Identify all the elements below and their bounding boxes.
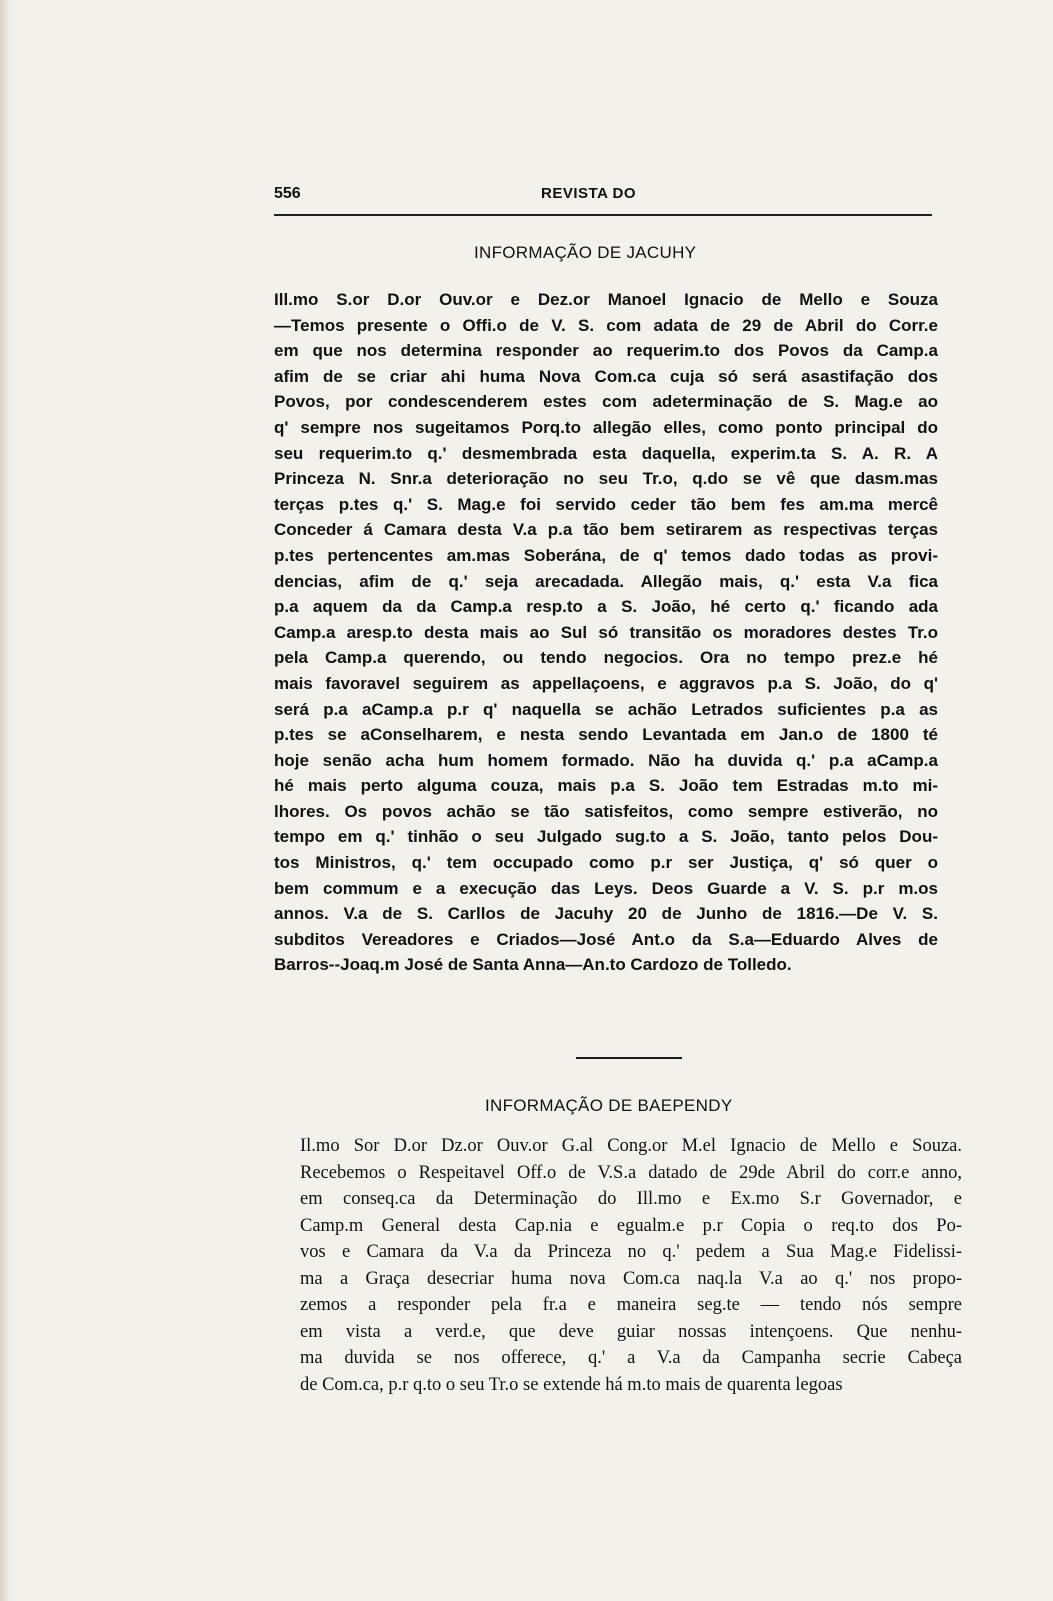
running-head bbox=[274, 185, 934, 209]
text-line: p.tes se aConselharem, e nesta sendo Levantada em Jan.o de 1800 té bbox=[274, 725, 938, 745]
scan-shadow-edge bbox=[0, 0, 14, 1601]
text-line: Camp.m General desta Cap.nia e egualm.e p.r Copia o req.to dos Po- bbox=[300, 1215, 962, 1236]
section-divider bbox=[576, 1057, 682, 1059]
text-line: pela Camp.a querendo, ou tendo negocios. Ora no tempo prez.e hé bbox=[274, 648, 938, 668]
text-line: —Temos presente o Offi.o de V. S. com adata de 29 de Abril do Corr.e bbox=[274, 315, 938, 335]
text-line: de Com.ca, p.r q.to o seu Tr.o se extende há m.to mais de quarenta legoas bbox=[300, 1374, 843, 1395]
text-line: terças p.tes q.' S. Mag.e foi servido ceder tão bem fes am.ma mercê bbox=[274, 494, 938, 514]
text-line: hé mais perto alguma couza, mais p.a S. João tem Estradas m.to mi- bbox=[274, 776, 938, 796]
text-line: p.tes pertencentes am.mas Soberána, de q' temos dado todas as provi- bbox=[274, 545, 938, 565]
text-line: em que nos determina responder ao requerim.to dos Povos da Camp.a bbox=[274, 341, 938, 361]
section-title-baependy: INFORMAÇÃO DE BAEPENDY bbox=[485, 1096, 733, 1115]
section-body-jacuhy bbox=[274, 287, 938, 978]
text-line: q' sempre nos sugeitamos Porq.to allegão elles, como ponto principal do bbox=[274, 417, 938, 437]
text-line: em vista a verd.e, que deve guiar nossas intençoens. Que nenhu- bbox=[300, 1321, 962, 1342]
text-line: Il.mo Sor D.or Dz.or Ouv.or G.al Cong.or M.el Ignacio de Mello e Souza. bbox=[300, 1136, 962, 1156]
text-line: Ill.mo S.or D.or Ouv.or e Dez.or Manoel Ignacio de Mello e Souza bbox=[274, 290, 938, 309]
text-line: em conseq.ca da Determinação do Ill.mo e Ex.mo S.r Governador, e bbox=[300, 1189, 962, 1209]
text-line: Princeza N. Snr.a deterioração no seu Tr.o, q.do se vê que dasm.mas bbox=[274, 469, 938, 489]
text-line: lhores. Os povos achão se tão satisfeitos, como sempre estiverão, no bbox=[274, 801, 938, 821]
text-line: afim de se criar ahi huma Nova Com.ca cuja só será asastifação dos bbox=[274, 366, 938, 386]
text-line: tos Ministros, q.' tem occupado como p.r ser Justiça, q' só quer o bbox=[274, 853, 938, 873]
section-title-jacuhy: INFORMAÇÃO DE JACUHY bbox=[474, 243, 697, 262]
text-line: dencias, afim de q.' seja arecadada. Allegão mais, q.' esta V.a fica bbox=[274, 571, 938, 591]
text-line: vos e Camara da V.a da Princeza no q.' pedem a Sua Mag.e Fidelissi- bbox=[300, 1242, 962, 1262]
text-line: Povos, por condescenderem estes com adeterminação de S. Mag.e ao bbox=[274, 392, 938, 412]
text-line: Camp.a aresp.to desta mais ao Sul só transitão os moradores destes Tr.o bbox=[274, 622, 938, 642]
text-line: p.a aquem da da Camp.a resp.to a S. João, hé certo q.' ficando ada bbox=[274, 597, 938, 617]
text-line: será p.a aCamp.a p.r q' naquella se achão Letrados suficientes p.a as bbox=[274, 699, 938, 719]
section-body-baependy bbox=[300, 1133, 962, 1398]
text-line: zemos a responder pela fr.a e maneira seg.te — tendo nós sempre bbox=[300, 1295, 962, 1315]
page-number: 556 bbox=[274, 185, 301, 202]
running-title: REVISTA DO bbox=[541, 185, 637, 202]
text-line: subditos Vereadores e Criados—José Ant.o da S.a—Eduardo Alves de bbox=[274, 929, 938, 949]
text-line: hoje senão acha hum homem formado. Não ha duvida q.' p.a aCamp.a bbox=[274, 750, 938, 770]
text-line: seu requerim.to q.' desmembrada esta daquella, experim.ta S. A. R. A bbox=[274, 443, 938, 463]
text-line: Conceder á Camara desta V.a p.a tão bem setirarem as respectivas terças bbox=[274, 520, 938, 540]
text-line: ma a Graça desecriar huma nova Com.ca naq.la V.a ao q.' nos propo- bbox=[300, 1268, 962, 1289]
text-line: mais favoravel seguirem as appellaçoens, e aggravos p.a S. João, do q' bbox=[274, 673, 938, 693]
header-rule bbox=[274, 214, 932, 216]
text-line: ma duvida se nos offerece, q.' a V.a da Campanha secrie Cabeça bbox=[300, 1348, 962, 1368]
text-line: Recebemos o Respeitavel Off.o de V.S.a datado de 29de Abril do corr.e anno, bbox=[300, 1162, 962, 1183]
text-line: Barros--Joaq.m José de Santa Anna—An.to Cardozo de Tolledo. bbox=[274, 955, 792, 975]
text-line: tempo em q.' tinhão o seu Julgado sug.to a S. João, tanto pelos Dou- bbox=[274, 827, 938, 847]
text-line: bem commum e a execução das Leys. Deos Guarde a V. S. p.r m.os bbox=[274, 878, 938, 898]
text-line: annos. V.a de S. Carllos de Jacuhy 20 de Junho de 1816.—De V. S. bbox=[274, 904, 938, 924]
